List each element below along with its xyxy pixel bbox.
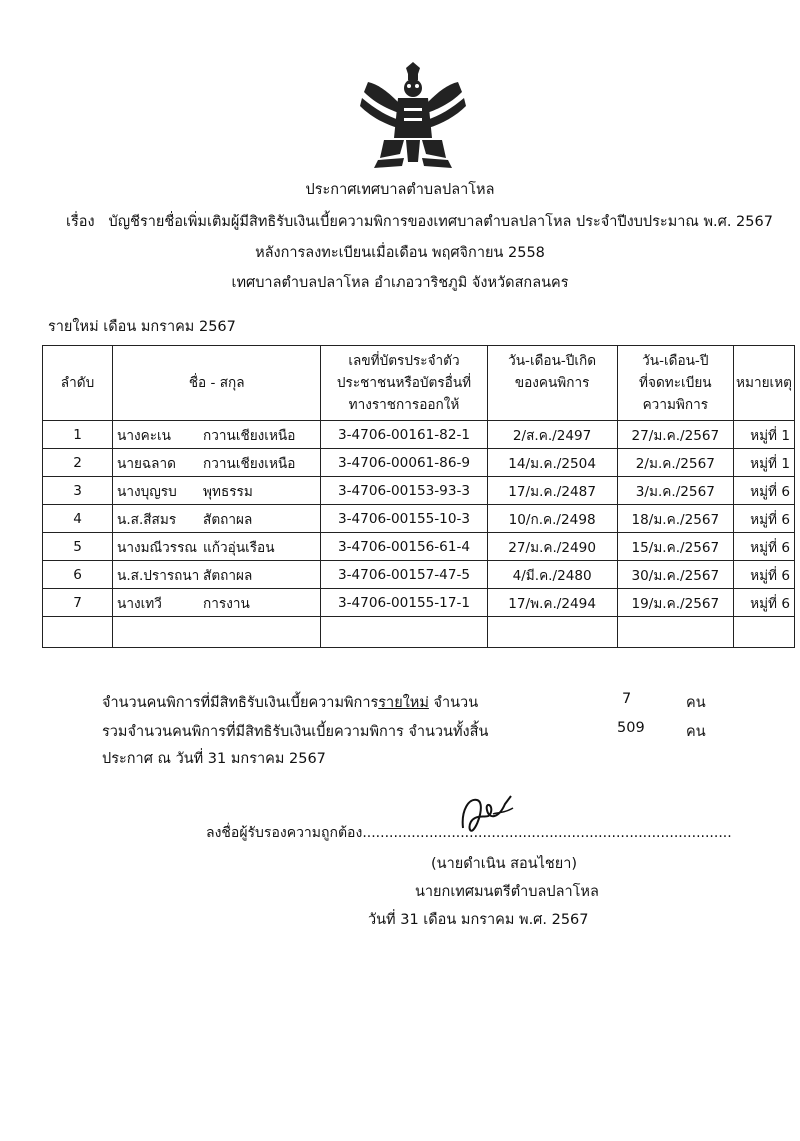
header-birth-line2: ของคนพิการ: [514, 375, 590, 391]
table-row: [43, 561, 795, 589]
header-reg: [617, 346, 733, 421]
row-id: 3-4706-00156-61-4: [321, 533, 487, 561]
row-name: [113, 505, 321, 533]
summary-total: [102, 720, 706, 743]
row-reg: 27/ม.ค./2567: [617, 421, 733, 449]
signature-label: ลงชื่อผู้รับรองความถูกต้อง: [206, 825, 363, 841]
header-birth: [487, 346, 617, 421]
row-no: 7: [43, 589, 113, 617]
table-row: [43, 533, 795, 561]
summary-new-label-suffix: จำนวน: [428, 695, 479, 711]
row-birth: 17/พ.ค./2494: [487, 589, 617, 617]
row-id: 3-4706-00061-86-9: [321, 449, 487, 477]
row-birth: 14/ม.ค./2504: [487, 449, 617, 477]
row-name: [113, 477, 321, 505]
list-label: รายใหม่ เดือน มกราคม 2567: [48, 319, 236, 335]
signature-line: [206, 822, 732, 844]
row-id: 3-4706-00157-47-5: [321, 561, 487, 589]
registration-line: หลังการลงทะเบียนเมื่อเดือน พฤศจิกายน 2558: [255, 245, 545, 261]
row-no: 3: [43, 477, 113, 505]
header-name: ชื่อ - สกุล: [113, 346, 321, 421]
subject-text: บัญชีรายชื่อเพิ่มเติมผู้มีสิทธิรับเงินเบี้ยความพิการของเทศบาลตำบลปลาโหล ประจำปีงบประมาณ พ.ศ. 2567: [108, 214, 773, 230]
row-birth: 4/มี.ค./2480: [487, 561, 617, 589]
table-row: [43, 589, 795, 617]
summary-new-label-prefix: จำนวนคนพิการที่มีสิทธิรับเงินเบี้ยความพิการ: [102, 695, 379, 711]
row-birth: 17/ม.ค./2487: [487, 477, 617, 505]
row-last-name: การงาน: [203, 595, 250, 612]
row-id: 3-4706-00161-82-1: [321, 421, 487, 449]
row-reg: 2/ม.ค./2567: [617, 449, 733, 477]
row-note: หมู่ที่ 6: [734, 477, 795, 505]
table-row: [43, 421, 795, 449]
row-id: 3-4706-00153-93-3: [321, 477, 487, 505]
subject-line: [66, 210, 773, 233]
row-reg: 15/ม.ค./2567: [617, 533, 733, 561]
summary-new-count: 7: [622, 691, 632, 707]
row-name: [113, 449, 321, 477]
header-reg-line2: ที่จดทะเบียน: [639, 375, 712, 391]
row-first-name: นางบุญรบ: [117, 483, 177, 500]
header-id: [321, 346, 487, 421]
signature-dots: ...................................................................................: [362, 825, 732, 841]
summary-new-label-emph: รายใหม่: [378, 695, 429, 711]
location-line: เทศบาลตำบลปลาโหล อำเภอวาริชภูมิ จังหวัดสกลนคร: [231, 275, 569, 291]
row-first-name: นางคะเน: [117, 427, 171, 444]
row-reg: 30/ม.ค./2567: [617, 561, 733, 589]
header-no: ลำดับ: [43, 346, 113, 421]
summary-total-count: 509: [617, 720, 645, 736]
signer-name: (นายดำเนิน สอนไชยา): [431, 856, 578, 872]
row-no: 1: [43, 421, 113, 449]
table-row: [43, 505, 795, 533]
row-name: [113, 561, 321, 589]
summary-total-unit: คน: [686, 724, 706, 740]
row-birth: 10/ก.ค./2498: [487, 505, 617, 533]
header-reg-line3: ความพิการ: [642, 397, 709, 413]
header-id-line2: ประชาชนหรือบัตรอื่นที่: [336, 375, 472, 391]
row-first-name: นางเทวี: [117, 595, 162, 612]
header-reg-line1: วัน-เดือน-ปี: [642, 353, 709, 369]
row-first-name: นางมณีวรรณ: [117, 539, 198, 556]
row-id: 3-4706-00155-17-1: [321, 589, 487, 617]
row-reg: 18/ม.ค./2567: [617, 505, 733, 533]
row-last-name: กวานเชียงเหนือ: [203, 455, 296, 472]
row-name: [113, 421, 321, 449]
row-no: 2: [43, 449, 113, 477]
row-birth: 27/ม.ค./2490: [487, 533, 617, 561]
signer-position: นายกเทศมนตรีตำบลปลาโหล: [415, 884, 599, 900]
row-no: 4: [43, 505, 113, 533]
table-row: [43, 477, 795, 505]
row-name: [113, 589, 321, 617]
header-id-line3: ทางราชการออกให้: [348, 397, 460, 413]
row-last-name: พุทธรรม: [203, 483, 253, 500]
row-note: หมู่ที่ 6: [734, 533, 795, 561]
beneficiary-table: [42, 345, 795, 648]
row-no: 5: [43, 533, 113, 561]
org-title: ประกาศเทศบาลตำบลปลาโหล: [305, 182, 495, 198]
row-name: [113, 533, 321, 561]
table-header-row: [43, 346, 795, 421]
row-id: 3-4706-00155-10-3: [321, 505, 487, 533]
garuda-emblem-icon: [358, 62, 468, 174]
row-note: หมู่ที่ 6: [734, 589, 795, 617]
row-first-name: นายฉลาด: [117, 455, 176, 472]
row-note: หมู่ที่ 6: [734, 561, 795, 589]
announce-date: ประกาศ ณ วันที่ 31 มกราคม 2567: [102, 751, 326, 767]
row-birth: 2/ส.ค./2497: [487, 421, 617, 449]
row-last-name: สัตถาผล: [203, 511, 253, 528]
row-no: 6: [43, 561, 113, 589]
header-id-line1: เลขที่บัตรประจำตัว: [348, 353, 460, 369]
table-row: [43, 449, 795, 477]
subject-label: เรื่อง: [66, 214, 95, 230]
row-note: หมู่ที่ 1: [734, 421, 795, 449]
row-note: หมู่ที่ 1: [734, 449, 795, 477]
row-last-name: กวานเชียงเหนือ: [203, 427, 296, 444]
row-reg: 19/ม.ค./2567: [617, 589, 733, 617]
summary-total-label: รวมจำนวนคนพิการที่มีสิทธิรับเงินเบี้ยความพิการ จำนวนทั้งสิ้น: [102, 724, 489, 740]
row-last-name: สัตถาผล: [203, 567, 253, 584]
row-note: หมู่ที่ 6: [734, 505, 795, 533]
summary-new-unit: คน: [686, 695, 706, 711]
row-last-name: แก้วอุ่นเรือน: [203, 539, 275, 556]
signature-date: วันที่ 31 เดือน มกราคม พ.ศ. 2567: [368, 912, 589, 928]
header-note: หมายเหตุ: [734, 346, 795, 421]
row-reg: 3/ม.ค./2567: [617, 477, 733, 505]
row-first-name: น.ส.สีสมร: [117, 511, 177, 528]
table-row-empty: [43, 617, 795, 648]
row-first-name: น.ส.ปรารถนา: [117, 567, 200, 584]
header-birth-line1: วัน-เดือน-ปีเกิด: [508, 353, 597, 369]
summary-new: [102, 691, 706, 714]
